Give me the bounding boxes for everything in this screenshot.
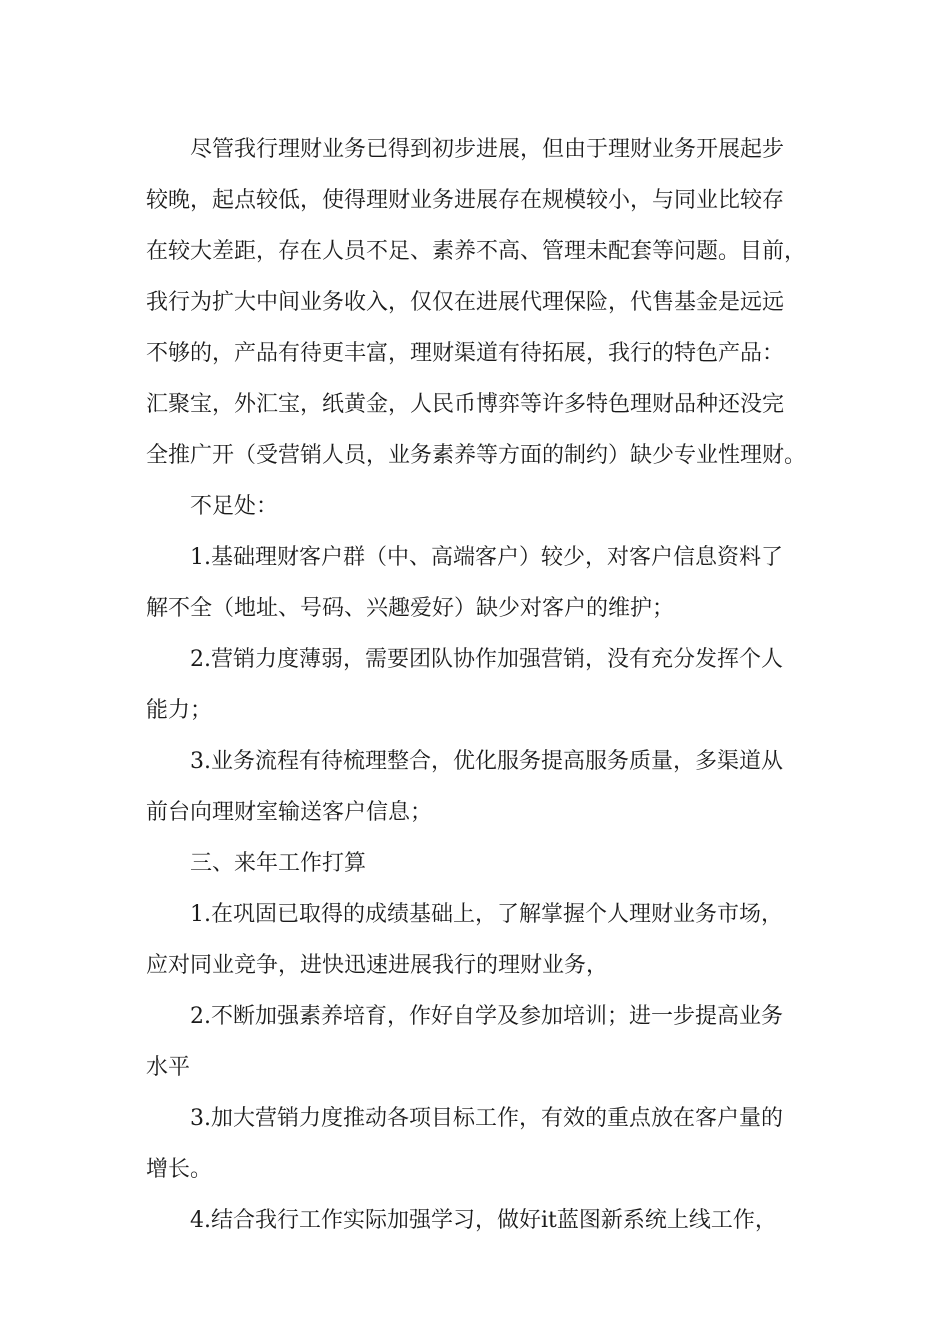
paragraph-line: 全推广开（受营销人员，业务素养等方面的制约）缺少专业性理财。 <box>146 443 807 468</box>
list-item-line: 增长。 <box>146 1157 213 1182</box>
paragraph-line: 在较大差距，存在人员不足、素养不高、管理未配套等问题。目前， <box>146 239 807 264</box>
list-item-line: 1.在巩固已取得的成绩基础上，了解掌握个人理财业务市场， <box>190 902 783 927</box>
paragraph-line: 不够的，产品有待更丰富，理财渠道有待拓展，我行的特色产品： <box>146 341 785 366</box>
paragraph-line: 汇聚宝，外汇宝，纸黄金，人民币博弈等许多特色理财品种还没完 <box>146 392 785 417</box>
list-item-line: 水平 <box>146 1055 191 1080</box>
list-item-line: 4.结合我行工作实际加强学习，做好it蓝图新系统上线工作， <box>190 1208 777 1233</box>
list-item-line: 2.营销力度薄弱，需要团队协作加强营销，没有充分发挥个人 <box>190 647 783 672</box>
list-item-line: 1.基础理财客户群（中、高端客户）较少，对客户信息资料了 <box>190 545 783 570</box>
list-item-line: 能力； <box>146 698 213 723</box>
paragraph-line: 尽管我行理财业务已得到初步进展，但由于理财业务开展起步 <box>190 137 785 162</box>
paragraph-line: 我行为扩大中间业务收入，仅仅在进展代理保险，代售基金是远远 <box>146 290 785 315</box>
list-item-line: 解不全（地址、号码、兴趣爱好）缺少对客户的维护； <box>146 596 675 621</box>
paragraph-line: 较晚，起点较低，使得理财业务进展存在规模较小，与同业比较存 <box>146 188 785 213</box>
list-item-line: 2.不断加强素养培育，作好自学及参加培训；进一步提高业务 <box>190 1004 783 1029</box>
list-item-line: 前台向理财室输送客户信息； <box>146 800 433 825</box>
list-item-line: 3.业务流程有待梳理整合，优化服务提高服务质量，多渠道从 <box>190 749 783 774</box>
section-heading: 三、来年工作打算 <box>190 851 367 876</box>
section-heading: 不足处： <box>190 494 279 519</box>
list-item-line: 3.加大营销力度推动各项目标工作，有效的重点放在客户量的 <box>190 1106 783 1131</box>
list-item-line: 应对同业竞争，进快迅速进展我行的理财业务， <box>146 953 609 978</box>
